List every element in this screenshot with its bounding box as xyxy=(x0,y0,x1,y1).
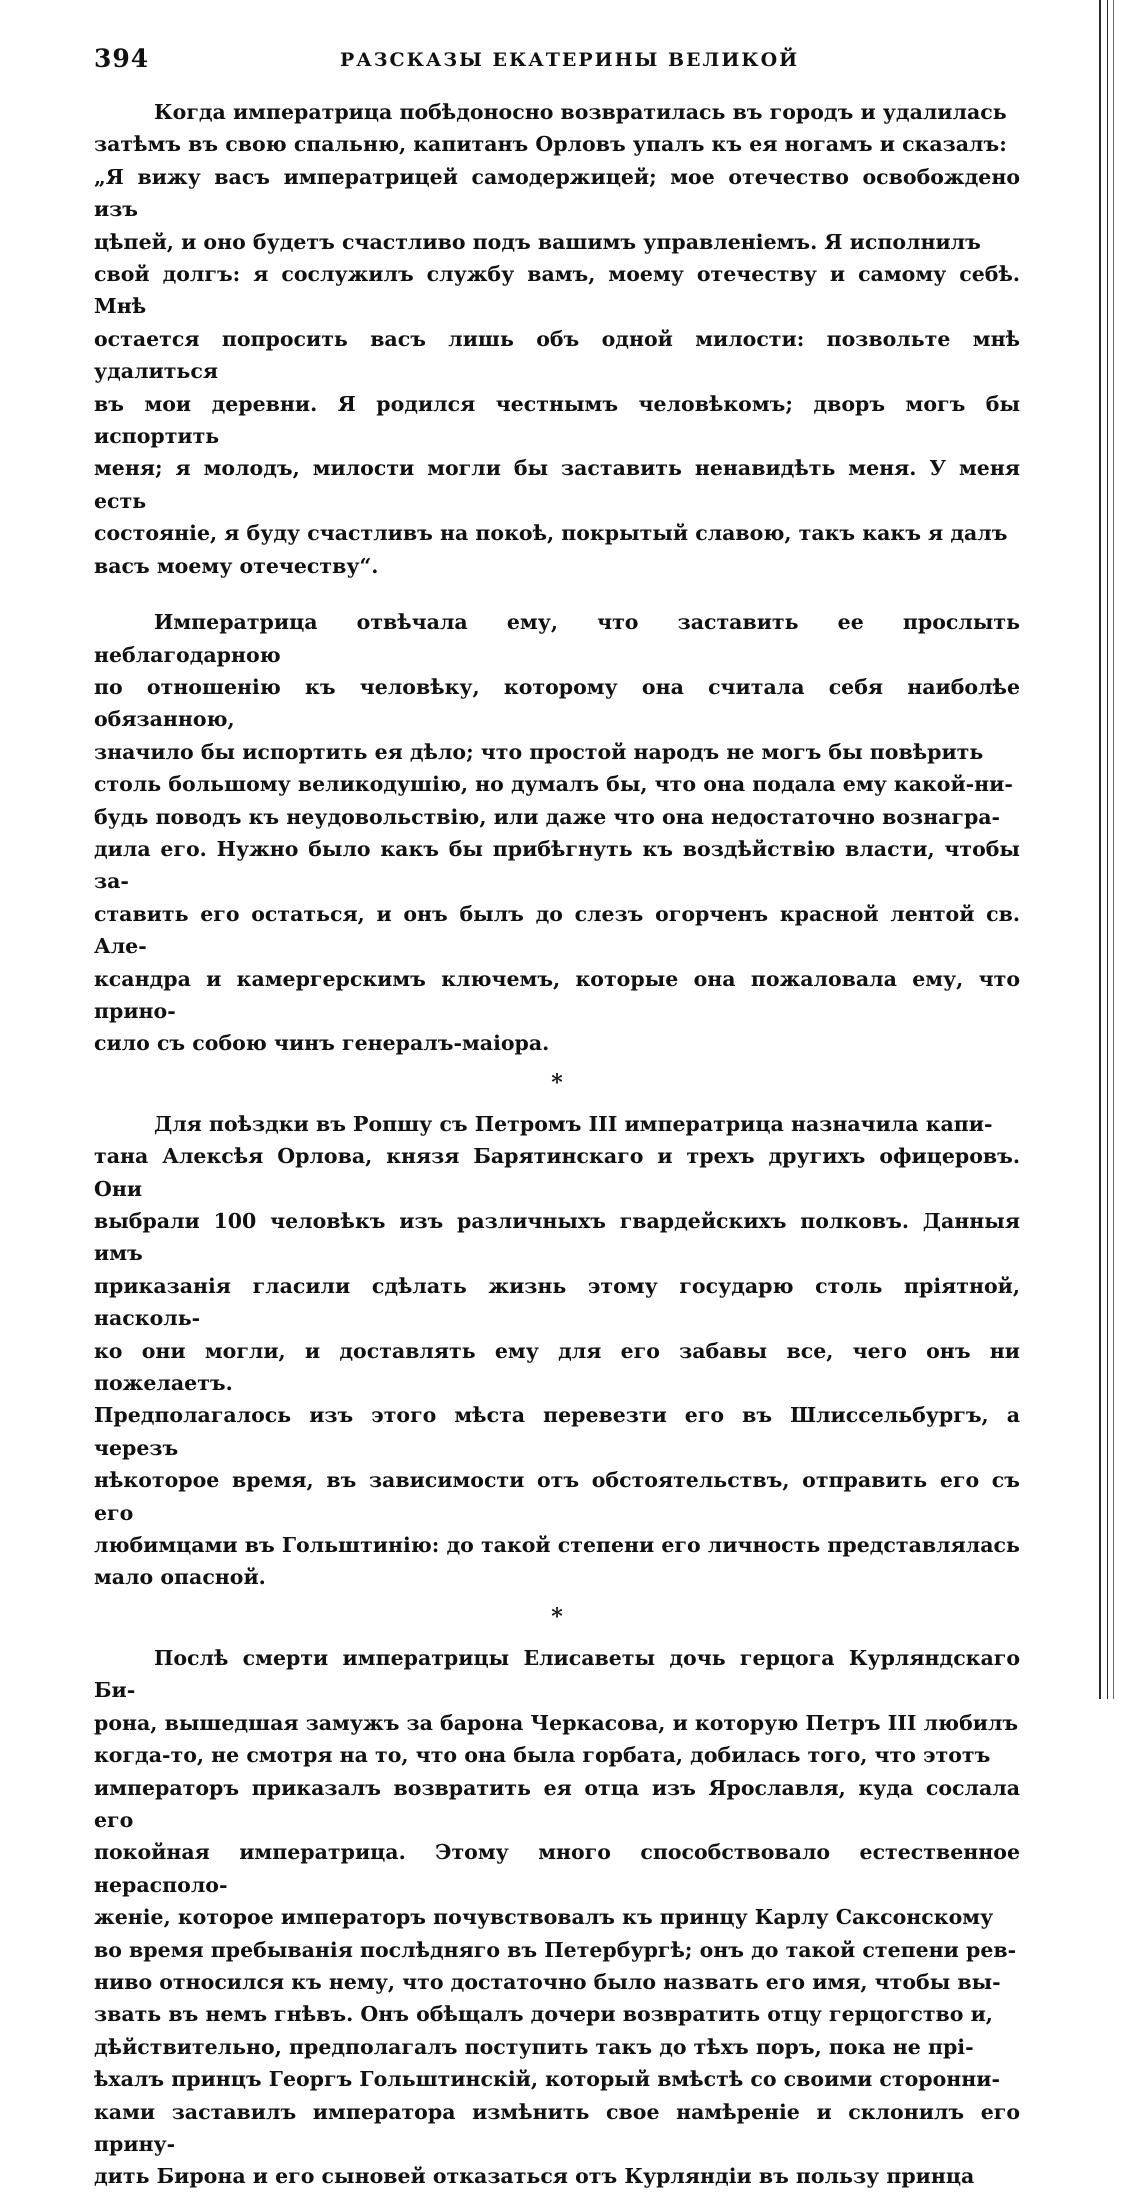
page-edge-rule xyxy=(1107,0,1108,1699)
paragraph-empress-reply: Императрица отвѣчала ему, что заставить ее прослыть неблагодарною по отношенію къ человѣку, которому она считала себя наиболѣе обязанною, значило бы испортить ея дѣло; что простой народъ не могъ бы повѣрить столь большому великодушію, но думалъ бы, что она подала ему какой-ни- будь поводъ къ неудовольствію, или даже что она недостаточно вознагра- дила его. Нужно было какъ бы прибѣгнуть къ воздѣйствію власти, чтобы за- ставить его остаться, и онъ былъ до слезъ огорченъ красной лентой св. Але- ксандра и камергерскимъ ключемъ, которые она пожаловала ему, что прино- сило съ собою чинъ генералъ-маіора. xyxy=(94,610,1020,1056)
section-separator: * xyxy=(551,1069,563,1096)
page-number: 394 xyxy=(94,44,150,73)
running-head: РАЗСКАЗЫ ЕКАТЕРИНЫ ВЕЛИКОЙ xyxy=(340,49,800,71)
paragraph-biron: Послѣ смерти императрицы Елисаветы дочь герцога Курляндскаго Би- рона, вышедшая замужъ за барона Черкасова, и которую Петръ III любилъ когда-то, не смотря на то, что она была горбата, добилась того, что этотъ императоръ приказалъ возвратить ея отца изъ Ярославля, куда сослала его покойная императрица. Этому много способствовало естественное нерасполо- женіе, которое императоръ почувствовалъ къ принцу Карлу Саксонскому во время пребыванія послѣдняго въ Петербургѣ; онъ до такой степени рев- ниво относился къ нему, что достаточно было назвать его имя, чтобы вы- звать въ немъ гнѣвъ. Онъ обѣщалъ дочери возвратить отцу герцогство и, дѣйствительно, предполагалъ поступить такъ до тѣхъ поръ, пока не прі- ѣхалъ принцъ Георгъ Гольштинскій, который вмѣстѣ со своими сторонни- ками заставилъ императора измѣнить свое намѣреніе и склонилъ его прину- дить Бирона и его сыновей отказаться отъ Курляндіи въ пользу принца xyxy=(94,1645,1020,2189)
page-body xyxy=(94,96,1020,2193)
page-edge-rule xyxy=(1099,0,1101,1699)
paragraph-ropsha: Для поѣздки въ Ропшу съ Петромъ III императрица назначила капи- тана Алексѣя Орлова, князя Барятинскаго и трехъ другихъ офицеровъ. Они выбрали 100 человѣкъ изъ различныхъ гвардейскихъ полковъ. Данныя имъ приказанія гласили сдѣлать жизнь этому государю столь пріятной, насколь- ко они могли, и доставлять ему для его забавы все, чего онъ ни пожелаетъ. Предполагалось изъ этого мѣста перевезти его въ Шлиссельбургъ, а черезъ нѣкоторое время, въ зависимости отъ обстоятельствъ, отправить его съ его любимцами въ Гольштинію: до такой степени его личность представлялась мало опасной. xyxy=(94,1111,1020,1590)
page-edge-rule xyxy=(1113,0,1114,1699)
section-separator: * xyxy=(551,1603,563,1630)
paragraph-orlov-speech: Когда императрица побѣдоносно возвратилась въ городъ и удалилась затѣмъ въ свою спальню, капитанъ Орловъ упалъ къ ея ногамъ и сказалъ: „Я вижу васъ императрицей самодержицей; мое отечество освобождено изъ цѣпей, и оно будетъ счастливо подъ вашимъ управленіемъ. Я исполнилъ свой долгъ: я сослужилъ службу вамъ, моему отечеству и самому себѣ. Мнѣ остается попросить васъ лишь объ одной милости: позвольте мнѣ удалиться въ мои деревни. Я родился честнымъ человѣкомъ; дворъ могъ бы испортить меня; я молодъ, милости могли бы заставить ненавидѣть меня. У меня есть состояніе, я буду счастливъ на покоѣ, покрытый славою, такъ какъ я далъ васъ моему отечеству“. xyxy=(94,100,1020,578)
